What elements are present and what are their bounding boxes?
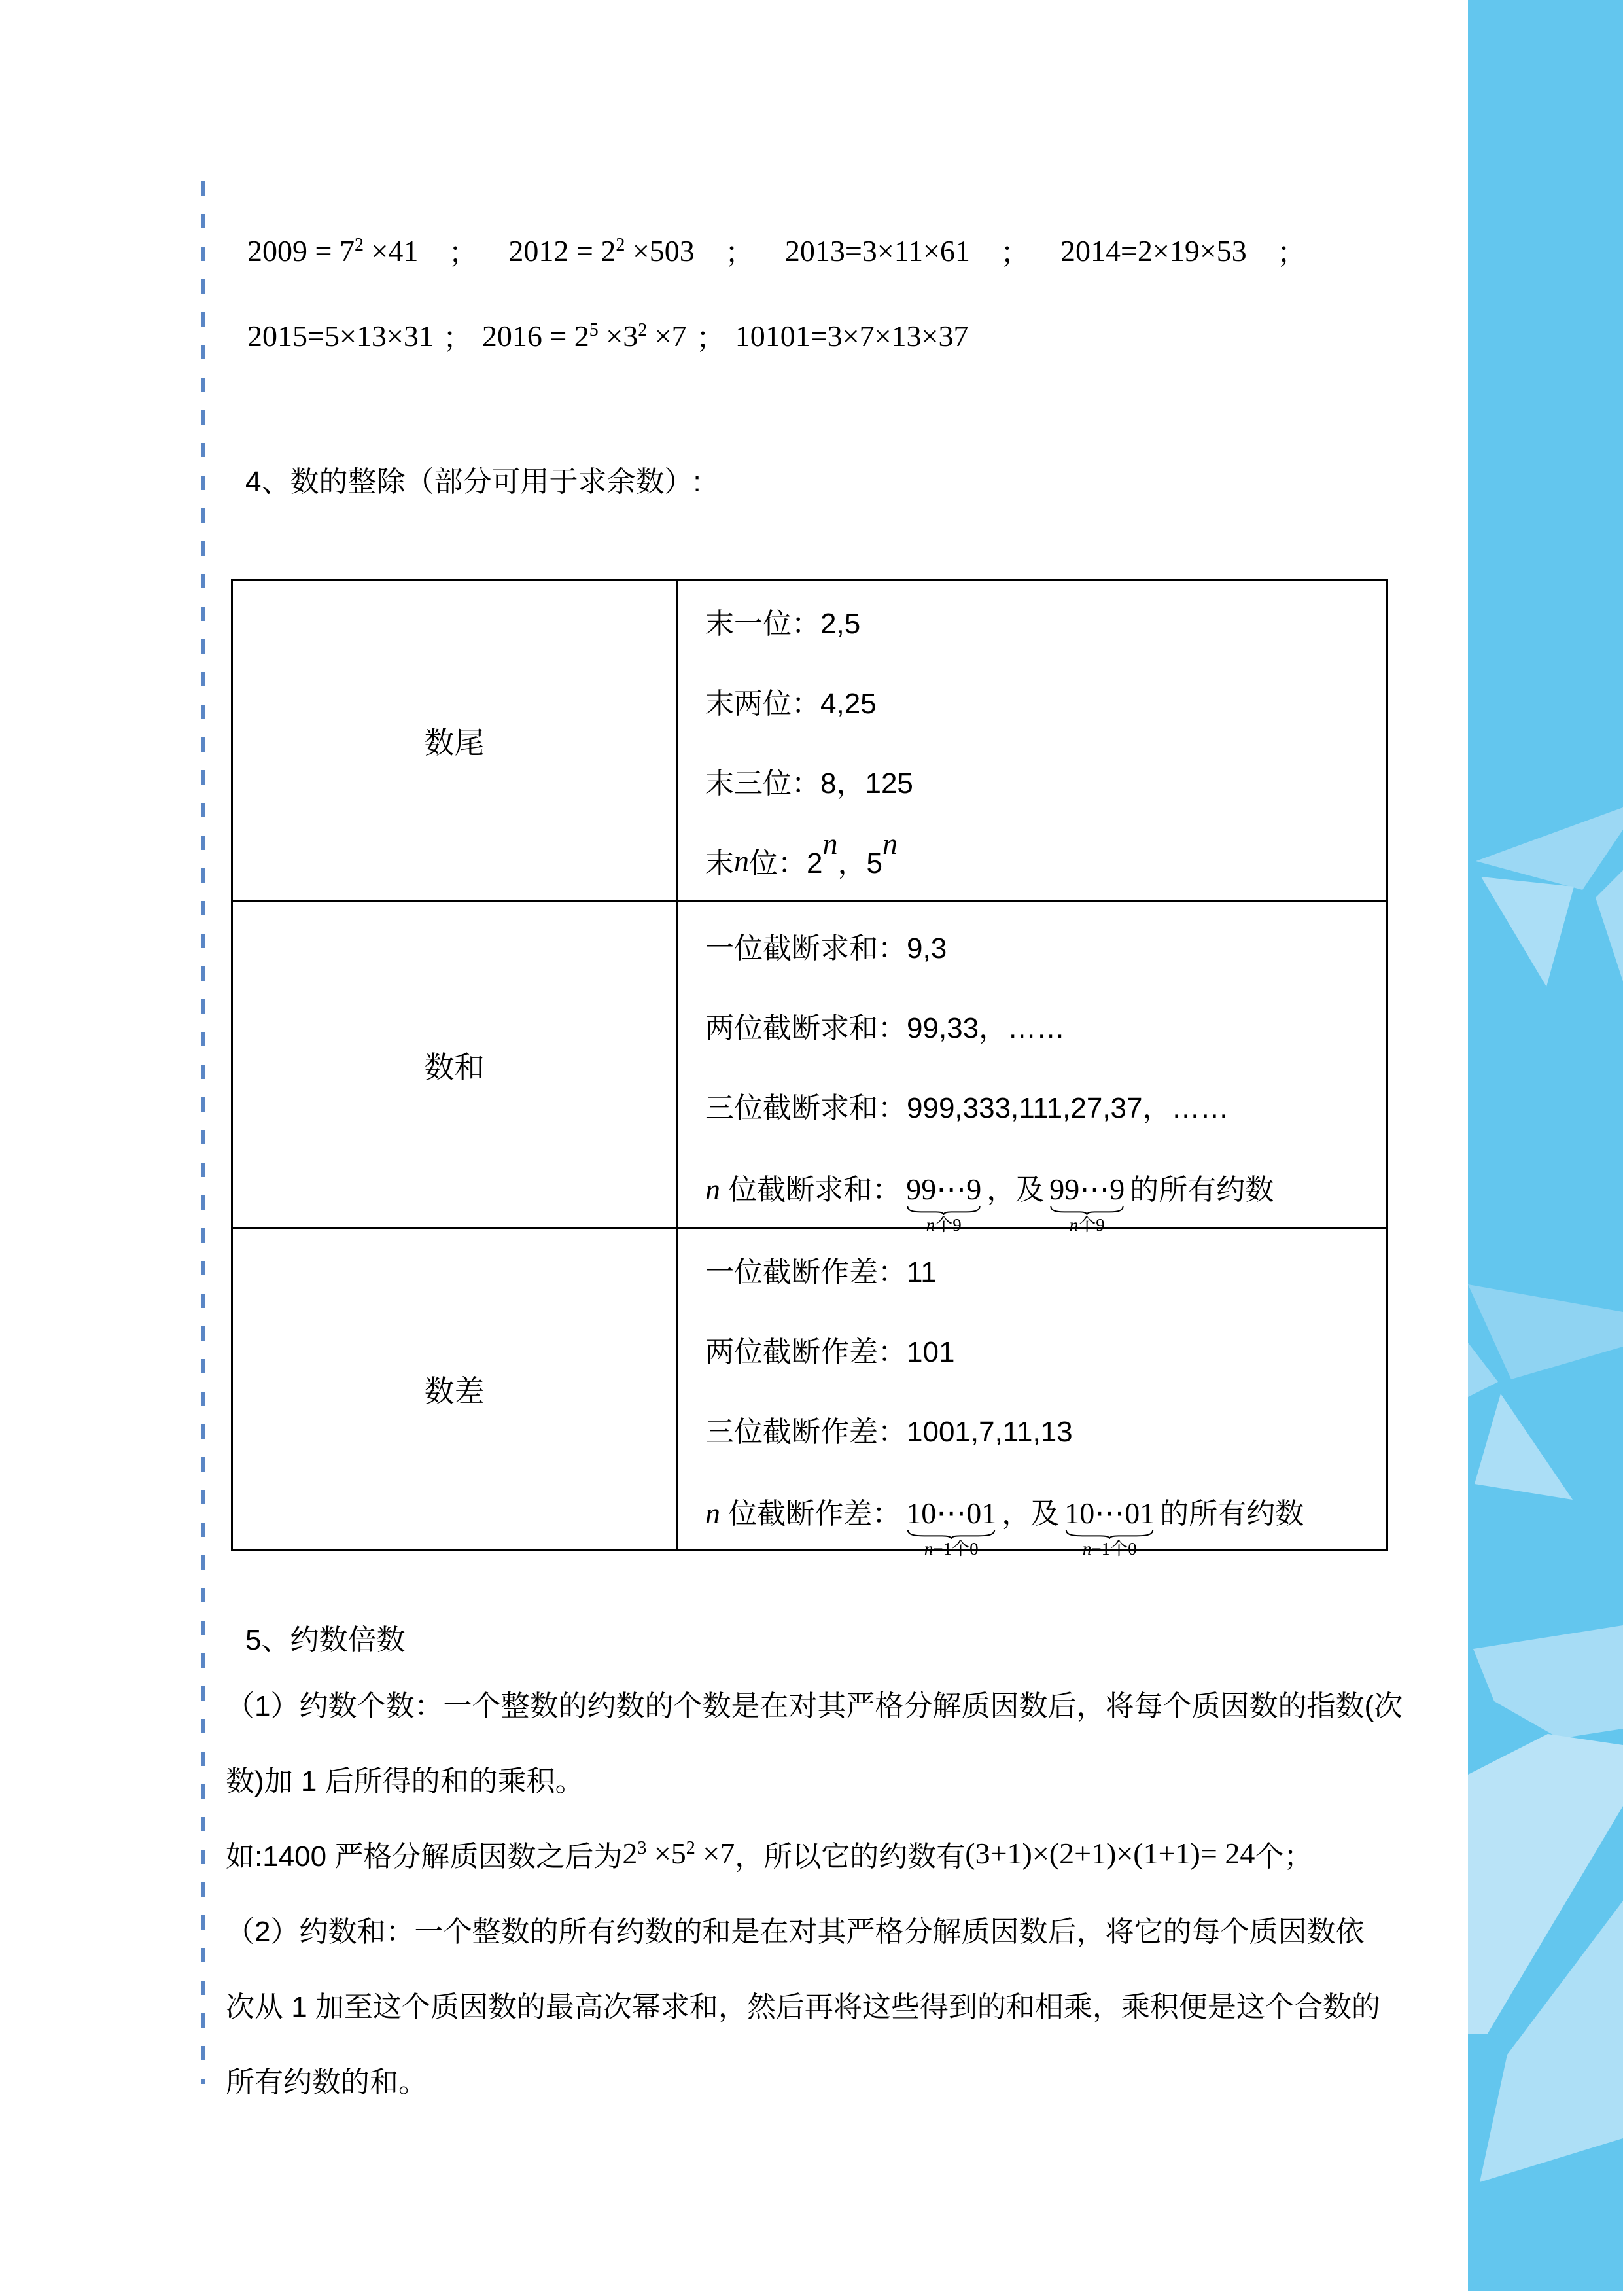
factorization-formulas: [247, 208, 1372, 378]
row-content-shuwei: [677, 580, 1387, 902]
row-label-shucha: 数差: [232, 1229, 677, 1550]
formula-2016: $2016 = 2^5 \times 3^2 \times 7$: [481, 319, 687, 353]
separator: ；: [1000, 236, 1030, 270]
formula-10101: 10101=3×7×13×37: [735, 319, 969, 353]
repeated-digits: 10⋯01: [906, 1496, 997, 1530]
row-label-shuhe: 数和: [232, 902, 677, 1229]
underbrace-group: [906, 1174, 981, 1235]
separator: ；: [724, 236, 755, 270]
underbrace-icon: [906, 1529, 996, 1539]
section5-body: [226, 1665, 1403, 2117]
paragraph-line: 如:1400 严格分解质因数之后为 $2^3 \times 5^2 \times 7$ ，所以它的约数有 (3+1)×(2+1)×(1+1)= 24 个；: [226, 1837, 1313, 1873]
table-line: 三位截断作差：1001,7,11,13: [705, 1416, 1073, 1448]
table-line: n 位截断求和： 99⋯9 n个9 ，及 99⋯9 n个9 的所有约数: [705, 1172, 1274, 1235]
table-line: 一位截断作差：11: [705, 1256, 937, 1288]
formula-2009: $2009 = 7^2 \times 41$: [247, 234, 419, 268]
paragraph-line: （2）约数和：一个整数的所有约数的和是在对其严格分解质因数后，将它的每个质因数依: [226, 1915, 1365, 1948]
underbrace-group: [1049, 1174, 1125, 1235]
table-line: 两位截断作差：101: [705, 1336, 955, 1368]
underbrace-icon: [906, 1205, 981, 1215]
row-content-shucha: [677, 1229, 1387, 1559]
table-line: 一位截断求和：9,3: [705, 932, 947, 964]
table-row-shucha: [232, 1229, 1387, 1550]
underbrace-icon: [1064, 1529, 1155, 1539]
section4-heading: 4、数的整除（部分可用于求余数）:: [245, 466, 701, 498]
underbrace-group: [1064, 1498, 1155, 1559]
divisibility-table: [231, 579, 1388, 1559]
paragraph-line: 数)加 1 后所得的和的乘积。: [226, 1765, 584, 1797]
formula-2012: $2012 = 2^2 \times 503$: [508, 234, 695, 268]
divisor-count-formula: (3+1)×(2+1)×(1+1)= 24: [965, 1837, 1255, 1870]
underbrace-label: n个9: [1069, 1214, 1105, 1235]
formula-line-2: [247, 293, 1372, 378]
formula-line-1: [247, 208, 1372, 293]
underbrace-label: n−1个0: [1082, 1539, 1137, 1559]
row-content-shuhe: [677, 902, 1387, 1235]
repeated-digits: 10⋯01: [1064, 1496, 1155, 1530]
repeated-digits: 99⋯9: [906, 1172, 982, 1206]
table-row-shuwei: [232, 580, 1387, 902]
table-line: n 位截断作差： 10⋯01 n−1个0 ，及 10⋯01 n−1个0 的所有约数: [705, 1496, 1304, 1559]
table-line: 末两位：4,25: [705, 688, 877, 720]
table-line: 两位截断求和：99,33，……: [705, 1012, 1066, 1044]
formula-2014: 2014=2×19×53: [1060, 234, 1247, 268]
decorative-sidebar: [1468, 0, 1623, 2291]
formula-2015: 2015=5×13×31: [247, 319, 434, 353]
separator: ；: [695, 321, 726, 355]
underbrace-icon: [1049, 1205, 1125, 1215]
table-row-shuhe: [232, 902, 1387, 1229]
sidebar-triangle-pattern: [1468, 0, 1623, 2291]
table-line: 三位截断求和：999,333,111,27,37，……: [705, 1091, 1229, 1124]
repeated-digits: 99⋯9: [1049, 1172, 1125, 1206]
row-label-shuwei: 数尾: [232, 580, 677, 902]
table-line: 末三位：8，125: [705, 768, 913, 800]
paragraph-line: （1）约数个数：一个整数的约数的个数是在对其严格分解质因数后，将每个质因数的指数(次: [226, 1689, 1403, 1722]
separator: ；: [448, 236, 479, 270]
dashed-left-rule: [201, 181, 205, 2084]
paragraph-line: 所有约数的和。: [226, 2066, 427, 2098]
formula-2013: 2013=3×11×61: [784, 234, 970, 268]
paragraph-line: 次从 1 加至这个质因数的最高次幂求和，然后再将这些得到的和相乘，乘积便是这个合数的: [226, 1990, 1380, 2023]
section5-heading: 5、约数倍数: [245, 1624, 406, 1656]
factorization-1400: $2^3 \times 5^2 \times 7$: [622, 1837, 735, 1870]
underbrace-label: n个9: [926, 1214, 962, 1235]
separator: ；: [442, 321, 473, 355]
underbrace-group: [906, 1498, 996, 1559]
table-line: 末一位：2,5: [705, 608, 861, 640]
underbrace-label: n−1个0: [924, 1539, 979, 1559]
separator: ；: [1276, 236, 1307, 270]
table-line: 末 n 位：2 n ，5 n: [705, 827, 898, 879]
